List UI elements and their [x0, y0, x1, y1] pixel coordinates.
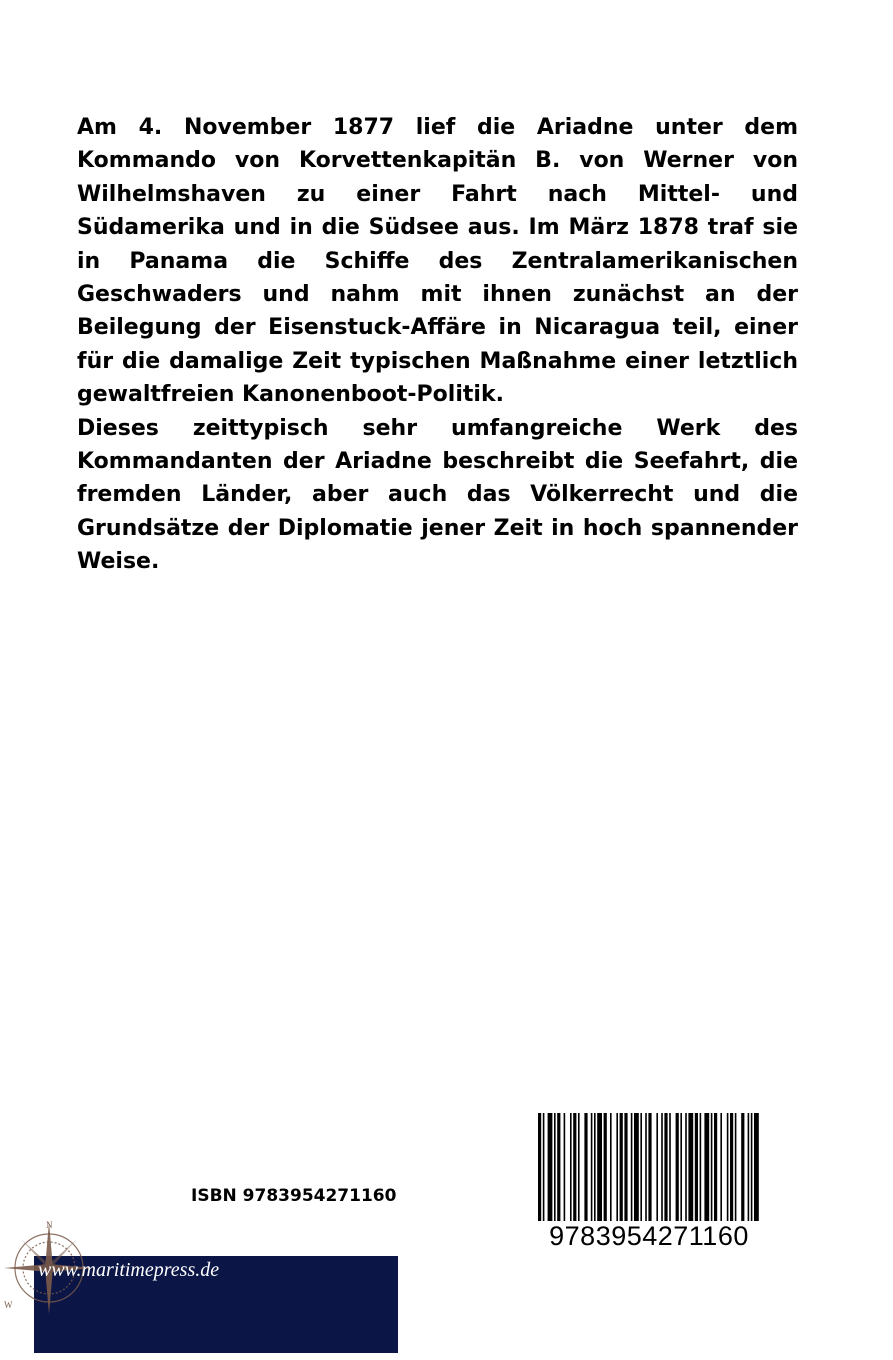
barcode-bar — [751, 1113, 753, 1221]
barcode-bar — [695, 1113, 698, 1221]
barcode-bar — [661, 1113, 663, 1221]
barcode-bar — [573, 1113, 576, 1221]
barcode-bar — [748, 1113, 750, 1221]
barcode-bar — [538, 1113, 541, 1221]
barcode-bar — [548, 1113, 553, 1221]
barcode-bar — [578, 1113, 580, 1221]
barcode-bar — [720, 1113, 722, 1221]
barcode-bar — [648, 1113, 651, 1221]
barcode-bar — [634, 1113, 639, 1221]
barcode-bar — [584, 1113, 587, 1221]
barcode-bar — [594, 1113, 596, 1221]
compass-north-letter: N — [46, 1220, 53, 1230]
barcode-bar — [620, 1113, 623, 1221]
publisher-url[interactable]: www.maritimepress.de — [38, 1259, 220, 1281]
isbn-barcode — [536, 1113, 762, 1253]
barcode-bar — [741, 1113, 744, 1221]
barcode-bar — [610, 1113, 612, 1221]
barcode-bar — [570, 1113, 572, 1221]
barcode-bar — [597, 1113, 602, 1221]
barcode-bar — [754, 1113, 759, 1221]
barcode-bar — [664, 1113, 667, 1221]
barcode-bar — [714, 1113, 717, 1221]
barcode-bar — [624, 1113, 627, 1221]
barcode-bar — [700, 1113, 702, 1221]
barcode-bar — [735, 1113, 737, 1221]
barcode-bar — [711, 1113, 713, 1221]
back-cover-blurb — [77, 111, 798, 579]
barcode-bar — [669, 1113, 671, 1221]
barcode-bar — [616, 1113, 618, 1221]
barcode-bar — [564, 1113, 566, 1221]
barcode-bar — [640, 1113, 642, 1221]
barcode-bar — [688, 1113, 693, 1221]
barcode-bar — [645, 1113, 647, 1221]
barcode-bar — [557, 1113, 560, 1221]
barcode-bar — [656, 1113, 658, 1221]
blurb-paragraph-2: Dieses zeittypisch sehr umfangreiche Werk des Kommandanten der Ariadne beschreibt die Seefahrt, die fremden Länder, aber auch das Völkerrecht und die Grundsätze der Diplomatie jener Zeit in hoch spannender Weise. — [77, 415, 798, 575]
barcode-bar — [680, 1113, 682, 1221]
barcode-bar — [704, 1113, 709, 1221]
barcode-bar — [685, 1113, 687, 1221]
barcode-bar — [631, 1113, 633, 1221]
barcode-bar — [554, 1113, 556, 1221]
compass-west-letter: W — [4, 1300, 13, 1310]
barcode-bar — [676, 1113, 679, 1221]
barcode-bar — [543, 1113, 545, 1221]
barcode-bar — [604, 1113, 607, 1221]
barcode-bars — [536, 1113, 762, 1223]
barcode-bar — [730, 1113, 733, 1221]
barcode-digits: 9783954271160 — [549, 1221, 749, 1251]
blurb-paragraph-1: Am 4. November 1877 lief die Ariadne unter dem Kommando von Korvettenkapitän B. von Werner von Wilhelmshaven zu einer Fahrt nach Mittel- und Südamerika und in die Südsee aus. Im März 1878 traf sie in Panama die Schiffe des Zentralamerikanischen Geschwaders und nahm mit ihnen zunächst an der Beilegung der Eisenstuck-Affäre in Nicaragua teil, einer für die damalige Zeit typischen Maßnahme einer letztlich gewaltfreien Kanonenboot-Politik. — [77, 115, 798, 408]
barcode-bar — [591, 1113, 593, 1221]
isbn-label: ISBN 9783954271160 — [191, 1186, 397, 1206]
barcode-bar — [727, 1113, 729, 1221]
